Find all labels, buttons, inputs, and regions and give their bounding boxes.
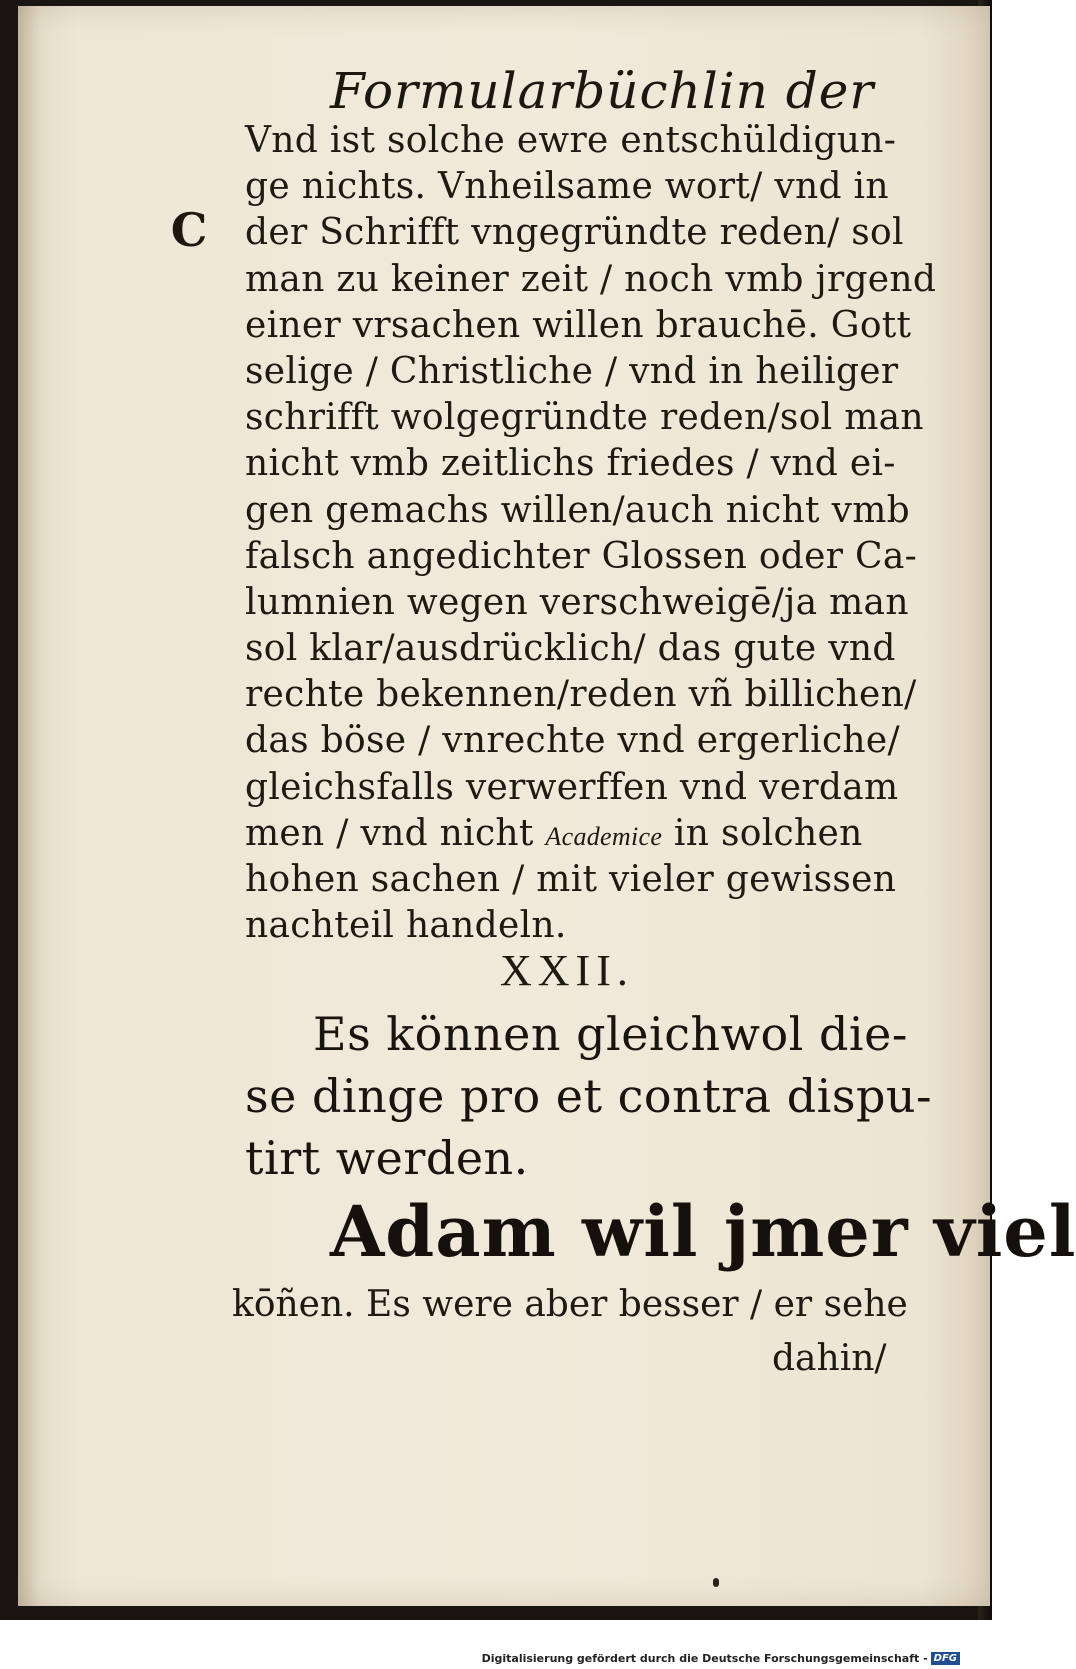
text-line: gen gemachs willen/auch nicht vmb (245, 489, 910, 531)
text-line: ge nichts. Vnheilsame wort/ vnd in (245, 166, 889, 208)
latin-word: Academice (545, 821, 663, 851)
text-line: gleichsfalls verwerffen vnd verdam (245, 766, 899, 808)
text-line: selige / Christliche / vnd in heiliger (245, 350, 899, 392)
heading-line: tirt werden. (245, 1131, 529, 1185)
running-head: Formularbüchlin der (330, 62, 875, 120)
text-line: einer vrsachen willen brauchē. Gott (245, 304, 912, 346)
text-line: nachteil handeln. (245, 905, 567, 947)
text-line: Vnd ist solche ewre entschüldigun- (245, 120, 897, 161)
ink-dot (713, 1578, 719, 1587)
text-segment: in solchen (673, 812, 863, 854)
dfg-logo: DFG (931, 1652, 960, 1665)
text-line: falsch angedichter Glossen oder Ca- (245, 535, 918, 577)
text-line: sol klar/ausdrücklich/ das gute vnd (245, 628, 896, 670)
proverb-title: Adam wil jmer viel (330, 1190, 1076, 1273)
digitization-credit (482, 1652, 960, 1665)
marginal-mark: C (170, 203, 208, 257)
text-line: nicht vmb zeitlichs friedes / vnd ei- (245, 443, 896, 485)
section-number: XXII. (500, 946, 634, 995)
text-line: rechte bekennen/reden vñ billichen/ (245, 674, 917, 716)
text-line: man zu keiner zeit / noch vmb jrgend (245, 258, 937, 300)
section-heading (245, 1003, 933, 1189)
text-line: lumnien wegen verschweigē/ja man (245, 581, 909, 623)
heading-line: Es können gleichwol die- (313, 1007, 908, 1061)
proverb-body (232, 1280, 912, 1330)
text-line: schrifft wolgegründte reden/sol man (245, 397, 924, 439)
text-line: kōñen. Es were aber besser / er sehe (232, 1284, 908, 1325)
body-text (245, 118, 937, 949)
text-line: der Schrifft vngegründte reden/ sol (245, 212, 904, 254)
catchword: dahin/ (772, 1338, 887, 1379)
text-line (245, 811, 925, 857)
text-line: hohen sachen / mit vieler gewissen (245, 859, 897, 900)
text-line: das böse / vnrechte vnd ergerliche/ (245, 720, 900, 762)
credit-text: Digitalisierung gefördert durch die Deutsche Forschungsgemeinschaft - (481, 1652, 928, 1665)
heading-line: se dinge pro et contra dispu- (245, 1069, 933, 1123)
text-segment: men / vnd nicht (245, 812, 534, 854)
